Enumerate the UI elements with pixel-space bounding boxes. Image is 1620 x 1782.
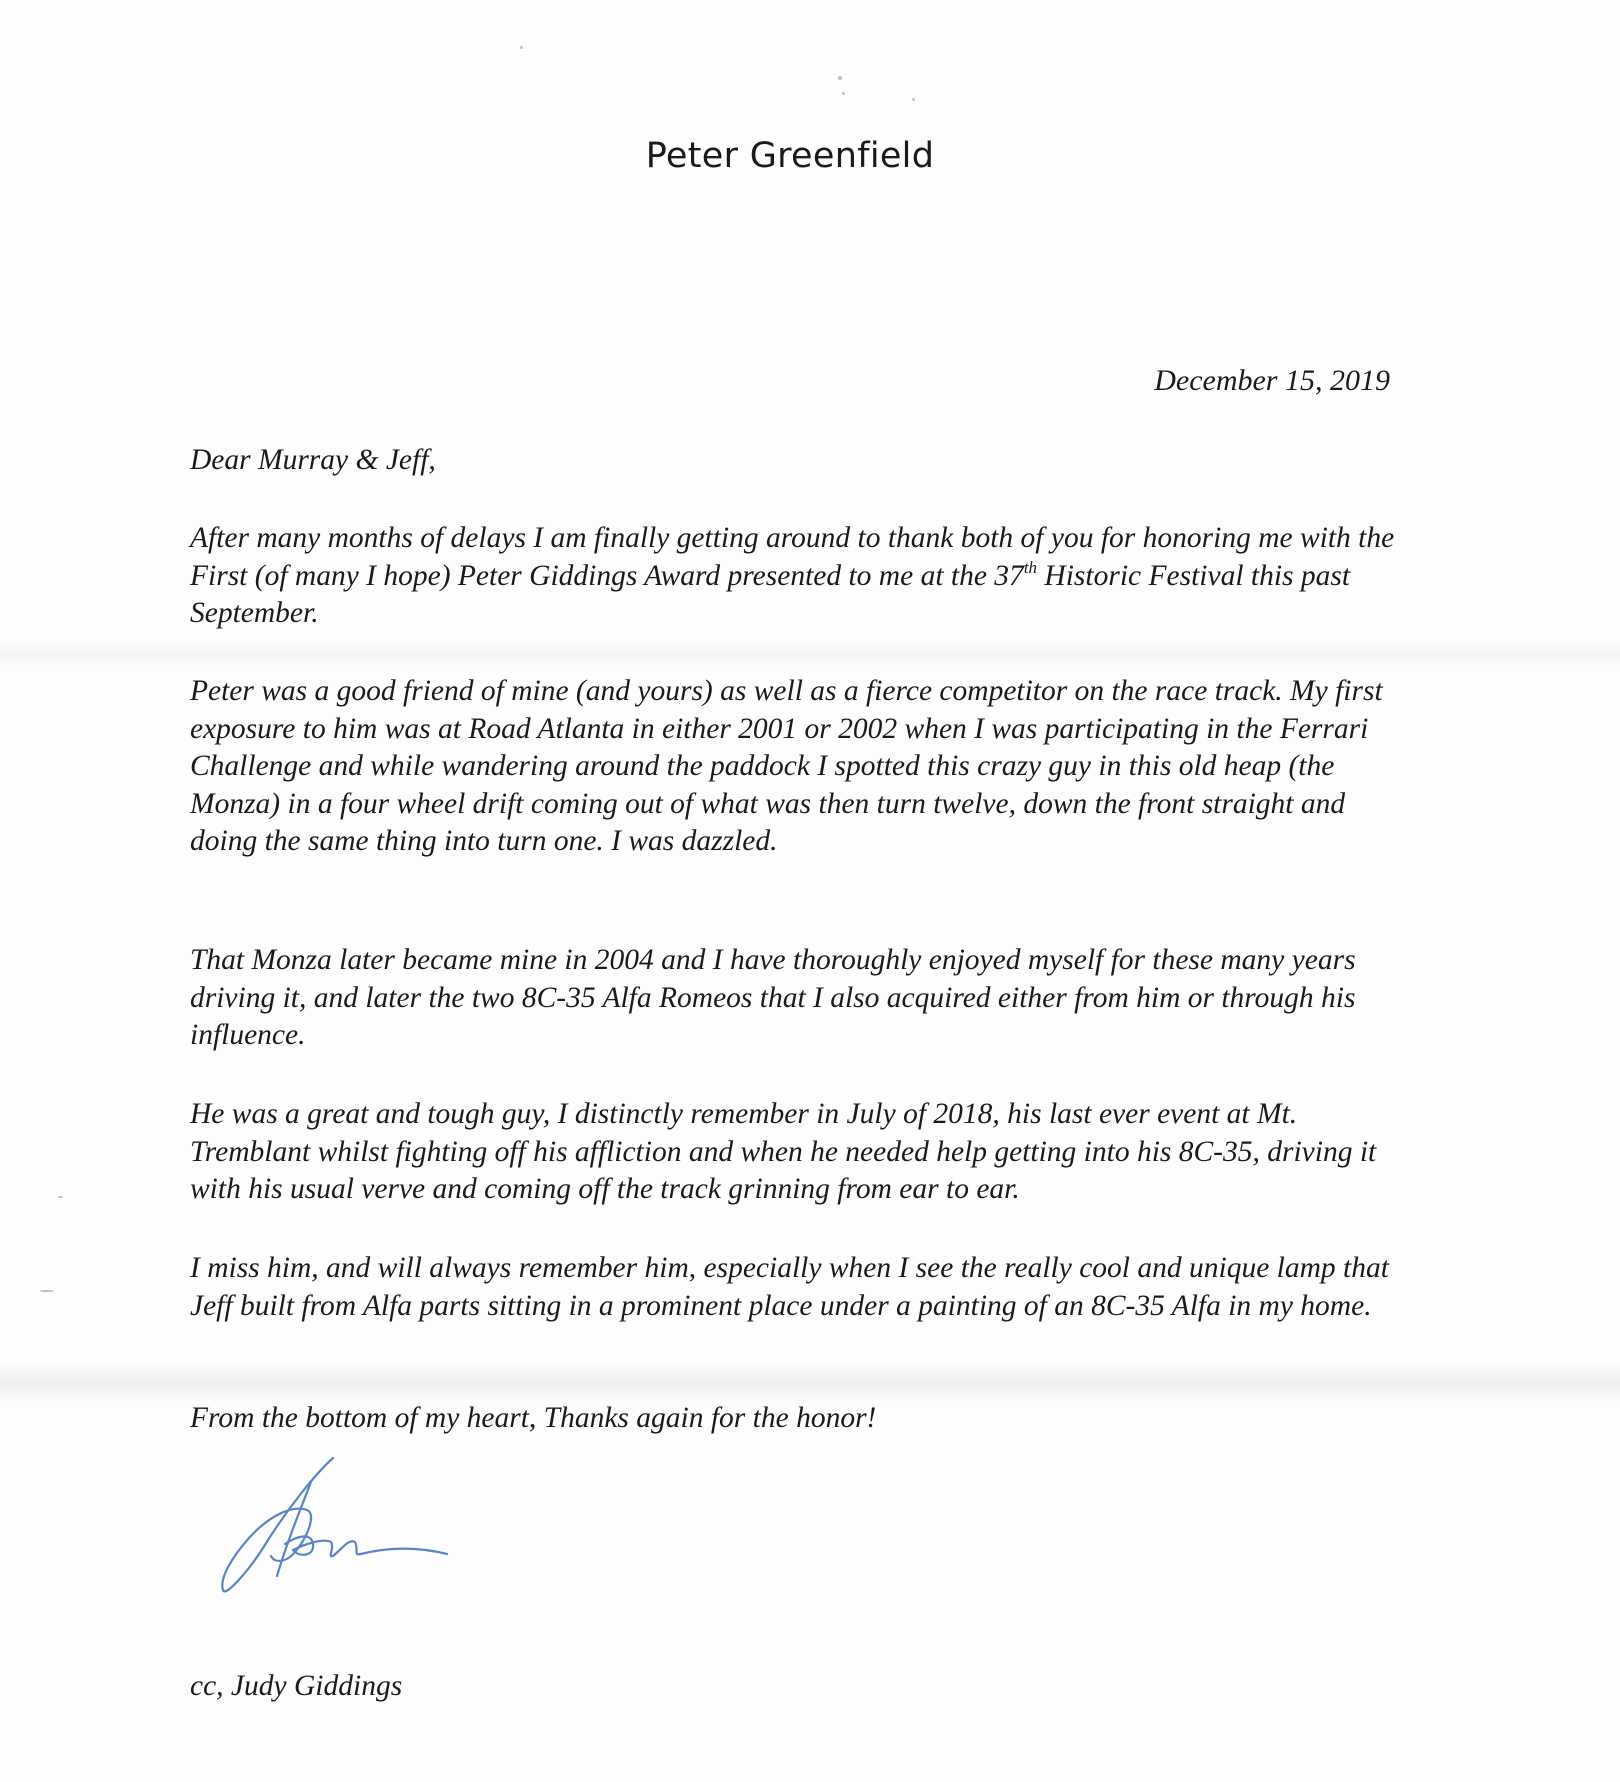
scan-speck <box>838 76 842 80</box>
paragraph-5: I miss him, and will always remember him, especially when I see the really cool and unique lamp that Jeff built from Alfa parts sitting in a prominent place under a painting of an 8C-35 Alfa in my home. <box>190 1252 1389 1322</box>
scan-fold-line <box>0 640 1620 668</box>
paragraph-4: He was a great and tough guy, I distinctly remember in July of 2018, his last ever event at Mt. Tremblant whilst fighting off his affliction and when he needed help getting into his 8C-35, driving it with his usual verve and coming off the track grinning from ear to ear. <box>190 1098 1377 1205</box>
paragraph-3: That Monza later became mine in 2004 and I have thoroughly enjoyed myself for these many years driving it, and later the two 8C-35 Alfa Romeos that I also acquired either from him or through his influence. <box>190 944 1356 1051</box>
scan-speck <box>58 1196 63 1198</box>
cc-line: cc, Judy Giddings <box>190 1670 403 1702</box>
paragraph-1 <box>190 520 1410 633</box>
paragraph-2: Peter was a good friend of mine (and yours) as well as a fierce competitor on the race track. My first exposure to him was at Road Atlanta in either 2001 or 2002 when I was participating in the Ferrari Challenge and while wandering around the paddock I spotted this crazy guy in this old heap (the Monza) in a four wheel drift coming out of what was then turn twelve, down the front straight and doing the same thing into turn one. I was dazzled. <box>190 675 1383 857</box>
handwritten-signature <box>215 1452 455 1602</box>
scan-speck <box>842 92 845 95</box>
scan-speck <box>40 1290 54 1292</box>
paragraph-1-text: After many months of delays I am finally getting around to thank both of you for honoring me with the First (of many I hope) Peter Giddings Award presented to me at the 37 <box>190 522 1395 592</box>
scan-fold-line <box>0 1362 1620 1402</box>
letterhead-name: Peter Greenfield <box>645 136 935 176</box>
scan-speck <box>520 46 523 49</box>
scan-speck <box>912 98 915 101</box>
salutation: Dear Murray & Jeff, <box>190 444 436 476</box>
ordinal-superscript: th <box>1023 557 1038 577</box>
paragraph-1-text-end: Historic Festival this past September. <box>190 559 1351 629</box>
closing-line: From the bottom of my heart, Thanks again for the honor! <box>190 1402 877 1434</box>
letter-date: December 15, 2019 <box>1154 364 1390 397</box>
